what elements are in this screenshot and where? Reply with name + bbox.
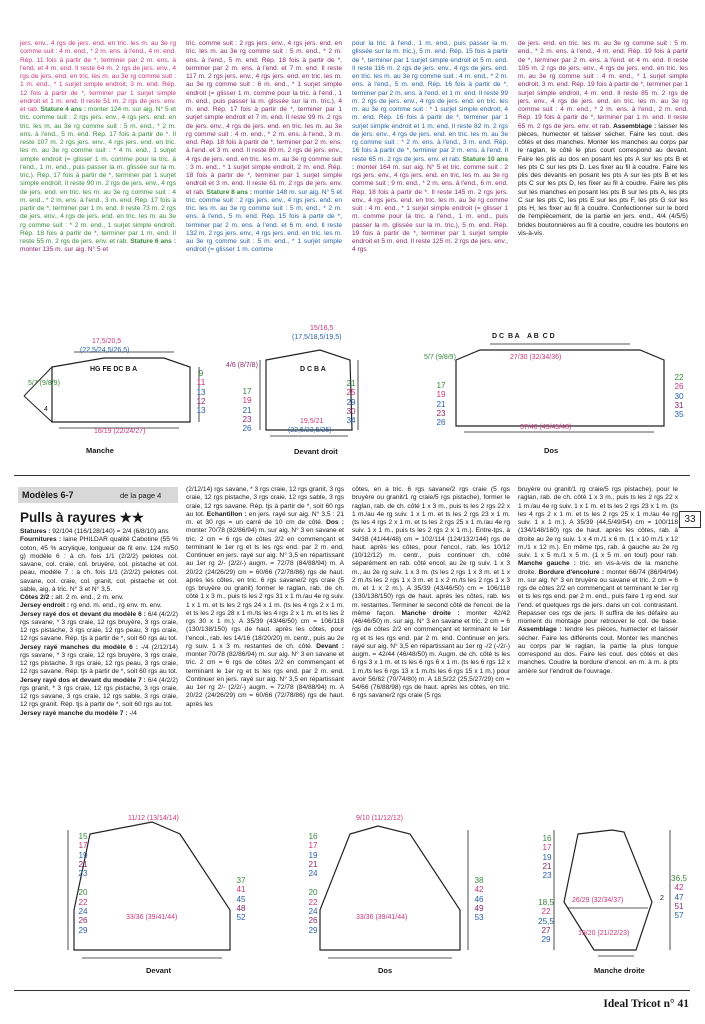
- paragraph: [20, 528, 178, 536]
- front-top-width-alt: (17,5/18,5/19,5): [292, 334, 342, 341]
- front-top-width: 15/16,5: [310, 325, 334, 332]
- text-run: Manche gauche :: [518, 560, 576, 568]
- text-run: (2/12/14) rgs savane, * 3 rgs craie, 12 rgs granit, 3 rgs craie, 12 rgs pistache, 3 rgs craie, 12 rgs sable, 3 rgs craie, 12 rgs savane. Rép. tjs à partir de *, soit 60 rgs au tot.: [186, 486, 344, 518]
- paragraph-text: 6/4 (4/2/2) rgs savane, * 3 rgs craie, 12 rgs bruyère, 3 rgs craie, 12 rgs pistache, 3 rgs craie, 12 rgs peau, 3 rgs craie, 12 rgs savane. Rép. tjs à partir de *, soit 60 rgs au tot.: [20, 610, 178, 643]
- paragraph-heading: Jersey rayé manches du modèle 6 :: [20, 643, 138, 651]
- back-left-width: 5/7 (9/8/9): [424, 354, 456, 361]
- back2-top-width: 9/10 (11/12/12): [356, 815, 403, 822]
- text-run: jers. env., 4 rgs de jers. end. en tric. les m. au 3e rg comme suit : 4 m. end., * 2 m. ens. à l'end., 4 m. end. Rép. 11 fois à partir de *, terminer par 2 m. ens. à l'end. et 4 m. end. Il reste 64 m. 2 rgs de jers. env., 4 rgs de jers. end. en tric. les m. au 3e rg comme suit : 1 m. end., * 1 surjet simple endroit, 3 m. end. Rép. 12 fois à partir de *, terminer par 1 surjet simple endroit et 1 m. end. Il reste 51 m. 2 rgs de jers. env. et rab.: [20, 40, 176, 113]
- back-right-heights: 22 26 30 31 35: [674, 373, 684, 420]
- front-left-heights: 17 19 21 23 26: [242, 387, 252, 434]
- paragraph-heading: Jersey endroit :: [20, 602, 70, 610]
- text-run: de jers. end. en tric. les m. au 3e rg comme suit : 5 m. end., * 2 m. ens. à l'end., 4 m. end. Rép. 19 fois à partir de *, terminer par 2 m. ens. à l'end. et 4 m. end. Il reste 105 m. 2 rgs de jers. env., 4 rgs de jers. end. en tric. les m. au 3e rg comme suit : 4 m. end., * 1 surjet simple endroit, 3 m. end. Rép. 19 fois à partir de *, terminer par 1 surjet simple endroit, 4 m. end. Il reste 85 m. 2 rgs de jers. env., 4 rgs de jers. end. en tric. les m. au 3e rg comme suit : 4 m. end., * 2 m. ens. à l'end., 2 m. end. Rép. 19 fois à partir de *, terminer par 1 m. end. Il reste 65 m. 2 rgs de jers. env. et rab.: [518, 40, 688, 130]
- sleeve-bottom-width: 16/19 (22/24/27): [94, 428, 146, 435]
- text-run: Stature 6 ans :: [130, 238, 176, 245]
- front-left-width: 4/6 (8/7/8): [226, 362, 258, 369]
- paragraph-heading: Fournitures :: [20, 536, 62, 544]
- sleeve2-bottom-width: 19/20 (21/22/23): [578, 930, 630, 937]
- paragraph: [20, 594, 178, 602]
- text-run: Manche droite :: [401, 609, 460, 617]
- paragraph-text: 6/4 (4/2/2) rgs granit, * 3 rgs craie, 12 rgs pistache, 3 rgs craie, 12 rgs savane, 3 rgs craie, 12 rgs sable, 3 rgs craie, 12 rgs granit. Rép. tjs à partir de *, soit 60 rgs au tot.: [20, 676, 178, 709]
- text-run: monter 70/78 (82/86/94) m. sur aig. N° 3 en savane et tric. 2 cm = 6 rgs de côtes 2/2 en commençant et terminant le 1er rg et ts les rgs end. par 2 m. end. Continuer en jers. rayé sur aig. N° 3,5 en répartissant au 1er rg 2/- (2/2/-) augm. = 72/78 (84/88/94) m. A 20/22 (24/26/29) cm = 60/66 (72/78/86) rgs de haut. après les côtes, en tric. 6 rgs savane/2 rgs craie (5 rgs bruyère ou granit) former le raglan, rab. de ch. côté 1 x 3 m., puis ts les 2 rgs 31 x 1 m./au 4e rg suiv. 1 x 1 m. et ts les 2 rgs 24 x 1 m. (ts les 4 rgs 2 x 1 m. et ts les 2 rgs 28 x 1 m./ts les 4 rgs 2 x 1 m. et ts les 2 rgs 30 x 1 m.). A 35/39 (43/46/50) cm = 106/118 (130/138/150) rgs de haut. après les côtes, pour l'encol., rab. les 14/16 (18/20/20) m. centr., puis au 2e rg suiv. 1 x 3 m. restantes de ch. côté.: [186, 527, 344, 650]
- text-run: Bordure d'encolure :: [538, 568, 605, 576]
- front2-bottom-width: 33/36 (39/41/44): [126, 914, 178, 921]
- text-column-2: [186, 40, 342, 310]
- front2-top-width: 11/12 (13/14/14): [128, 815, 179, 822]
- front2-left-heights: 15 17 19 21 23 20 22 24 26 29: [78, 832, 88, 935]
- back-letters: D C B A A B C D: [492, 333, 555, 340]
- sleeve-right-heights: 9 11 13 12 13: [196, 369, 206, 416]
- paragraph-text: 92/104 (116/128/140) = 2/4 (6/8/10) ans: [50, 528, 169, 535]
- text-column-4: [518, 40, 688, 310]
- paragraph: [20, 677, 178, 710]
- front2-caption: Devant: [146, 966, 172, 975]
- front-bottom-width-alt: (22,5/23,5/25): [288, 427, 332, 434]
- front-caption: Devant droit: [294, 447, 338, 456]
- text-run: Stature 8 ans :: [206, 188, 253, 196]
- text-column-3: [352, 40, 508, 310]
- bottom-column-2: [186, 486, 344, 793]
- text-run: Devant :: [316, 642, 344, 650]
- back2-bottom-width: 33/36 (39/41/44): [356, 914, 408, 921]
- text-run: monter 42/42 (46/46/50) m. sur aig. N° 3 en savane et tric. 2 cm = 6 rgs de côtes 2/2 en commençant et terminant le 1er rg et ts les rgs end. par 2 m. end. Continuer en jers. rayé sur aig. N° 3,5 en répartissant au 1er rg -/2 (-/2/-) augm. = 42/44 (46/48/50) m. Augm. de ch. côté ts les 6 rgs 3 x 1 m. et ts les 6 rgs 6 x 1 m. (ts les 6 rgs 12 x 1 m./ts les 6 rgs 13 x 1 m./ts les 6 rgs 15 x 1 m.) pour avoir 56/62 (70/74/80) m. A 18,5/22 (25,5/27/29) cm = 54/66 (76/88/98) rgs de haut. après les côtes, en tric. 6 rgs savane/2 rgs craie (5 rgs: [352, 609, 510, 700]
- back2-right-heights: 38 42 46 49 53: [474, 876, 484, 923]
- text-run: Dos :: [326, 519, 344, 526]
- magazine-footer: Ideal Tricot n° 41: [603, 998, 689, 1010]
- paragraph-heading: Jersey rayé dos et devant du modèle 7 :: [20, 676, 146, 684]
- paragraph-heading: Jersey rayé manche du modèle 7 :: [20, 709, 128, 717]
- sleeve-left-width: 5/7 (9/8/9): [28, 380, 60, 387]
- sleeve2-right-small: 2: [660, 895, 664, 902]
- sleeve-left-num: 4: [44, 406, 48, 413]
- paragraph-text: -/4 (2/12/14) rgs savane, * 3 rgs craie, 12 rgs bruyère, 3 rgs craie, 12 rgs pistache, 3 rgs craie, 12 rgs peau, 3 rgs craie, 12 rgs savane. Rép. tjs à partir de *, soit 60 rgs au tot.: [20, 643, 178, 676]
- model-tag-title: Modèles 6-7: [22, 490, 74, 500]
- text-run: tendre les pièces, humecter et laisser sécher. Faire les différents cout. Monter les manches au corps par le raglan, la partie la plus longue correspond au dos. Faire les cout. des côtés et des manches. Coudre la bordure d'encol. en m. à m. à pts arrière sur l'endroit de l'ouvrage.: [518, 626, 678, 675]
- sleeve2-caption: Manche droite: [594, 966, 645, 975]
- text-run: côtes, en a tric. 6 rgs savane/2 rgs craie (5 rgs bruyère ou granit/1 rg craie/5 rgs pistache), former le raglan, rab. de ch. côté 1 x 3 m., puis ts les 2 rgs 22 x 1 m./au 4e rg suiv. 1 x 1 m. et ts les 2 rgs 23 x 1 m. (ts les 4 rgs 2 x 1 m. et ts les 2 rgs 25 x 1 m./au 4e rg suiv. 1 x 1 m., puis ts les 2 rgs 2 x 1 m.). Entre-tps, à 34/38 (41/44/48) cm = 102/114 (124/132/144) rgs de haut. après les côtes, pour l'encol., rab. les 10/12 (10/12/12) m. centr., puis continuer ch. côté séparément en rab. côté encol. au 2e rg suiv. 1 x 3 m., au 2e rg suiv. 1 x 3 m. (ts les 2 rgs 1 x 3 m. et 1 x 2 m./ts les 2 rgs 1 x 3 m. et 1 x 2 m./ts les 2 rgs 1 x 3 m. et 1 x 2 m.). A 35/39 (43/46/50) cm = 106/118 (130/138/150) rgs de haut. après les côtes, rab. les m. restantes. Terminer le second côté de l'encol. de la même façon.: [352, 486, 510, 617]
- back2-left-heights: 16 17 19 21 24 20 22 24 26 29: [308, 832, 318, 935]
- text-run: monter 148 m. sur aig. N° 5 et tric. comme suit : 2 rgs jers. env., 4 rgs jers. end. en tric. les m. au 3e rg comme suit : 5 m. end., * 2 m. ens. à l'end., 5 m. end. Rép. 15 fois à partir de *, terminer par 2 m. ens. à l'end. et 6 m. end. Il reste 132 m. 2 rgs jers. env., 4 rgs jers. end. en tric. les m. au 3e rg comme suit : 5 m. end., * 1 surjet simple endroit (= glisser 1 m. comme: [186, 188, 342, 254]
- text-run: bruyère ou granit/1 rg craie/5 rgs pistache), pour le raglan, rab. de ch. côté 1 x 3 m., puis ts les 2 rgs 22 x 1 m./au 4e rg suiv. 1 x 1 m. et ts les 2 rgs 23 x 1 m. (ts les 4 rgs 2 x 1 m. et ts les 2 rgs 25 x 1 m./au 4e rg suiv. 1 x 1 m.). A 35/39 (44,5/49/54) cm = 100/118 (134/148/160) rgs de haut. après les côtes, rab. à droite au 2e rg suiv. 1 x 4 m./1 x 6 m. (1 x 10 m./1 x 12 m./1 x 12 m.). En même tps, rab. à gauche au 2e rg suiv. 1 x 5 m./1 x 5 m. (1 x 5 m. en tout) pour rab.: [518, 486, 678, 559]
- back-caption: Dos: [544, 446, 559, 455]
- section-divider: [14, 475, 690, 476]
- front-letters: D C B A: [300, 366, 326, 373]
- pattern-title: Pulls à rayures ★★: [20, 510, 145, 525]
- paragraph: [20, 644, 178, 677]
- text-run: monter 124 m. sur aig. N° 5 et tric. comme suit : 2 rgs jers. env., 4 rgs jers. end. en tric. les m. au 3e rg comme suit : 5 m. end., * 2 m. ens. à l'end., 5 m. end. Rép. 17 fois à partir de *. Il reste 107 m. 2 rgs jers. env., 4 rgs jers. end. en tric. les m. au 3e rg comme suit : * 4 m. end., 1 surjet simple endroit (= glisser 1 m. comme pour la tric. à l'end., 1 m. end., puis passer la m. glissée sur la m. tric.). Rép. 17 fois à partir de *, terminer par 1 surjet simple endroit. Il reste 90 m. 2 rgs de jers. env., 4 rgs de jers. end. en tric. les m. au 3e rg comme suit : 4 m. end., * 2 m. ens. à l'end., 3 m. end. Rép. 17 fois à partir de *, terminer par 1 m. end. Il reste 73 m. 2 rgs de jers. env., 4 rgs de jers. end. en tric. les m. au 3e rg comme suit : * 2 m. end., 1 surjet simple endroit. Rép. 18 fois à partir de *, terminer par 1 m. end. Il reste 55 m. 2 rgs de jers. env. et rab.: [20, 106, 176, 245]
- text-run: Stature 4 ans :: [40, 106, 87, 113]
- sleeve2-mid-width: 26/29 (32/34/37): [572, 897, 624, 904]
- text-run: Assemblage :: [518, 626, 562, 634]
- back-bottom-width: 37/40 (43/45/48): [520, 424, 572, 431]
- back-left-heights: 17 19 21 23 26: [436, 381, 446, 428]
- paragraph-text: alt. 2 m. end., 2 m. env.: [53, 594, 124, 601]
- paragraph: [20, 611, 178, 644]
- text-run: tric. en vis-à-vis de la manche droite.: [518, 560, 678, 576]
- text-run: monter 164 m. sur aig. N° 5 et tric. comme suit : 2 rgs jers. env., 4 rgs jers. end. en tric. les m. au 3e rg comme suit : 9 m. end., * 2 m. ens. à l'end., 6 m. end. Rép. 18 fois à partir de *. Il reste 145 m. 2 rgs jers. env., 4 rgs jers. end. en tric. les m. au 3e rg comme suit : 4 m. end., * 1 surjet simple endroit (= glisser 1 m. comme pour la tric. à l'end., 1 m. end., puis passer la m. glissée sur la m. tric.), 5 m. end. Rép. 19 fois à partir de *, terminer par 1 surjet simple endroit et 5 m. end. Il reste 125 m. 2 rgs de jers. env., 4 rgs: [352, 163, 508, 254]
- bottom-column-3: [352, 486, 510, 793]
- text-run: monter 66/74 (86/94/94) m. sur aig. N° 3 en bruyère ou savane et tric. 2 cm = 6 rgs de côtes 2/2 en commençant et terminant le 1er rg et ts les rgs end. par 2 m. end., puis faire 1 rg end. sur l'end. et quelques rgs de jers. dans un col. contrastant. Repasser ces rgs de jers. Il suffira de les défaire au moment du montage pour retrouver le col. de base.: [518, 568, 678, 625]
- text-run: en jers. rayé sur aig. N° 3,5 : 21 m. et 30 rgs = un carré de 10 cm de côté.: [186, 510, 344, 526]
- text-column-1: [20, 40, 176, 310]
- footer-divider: [14, 990, 690, 991]
- text-run: Stature 10 ans :: [352, 155, 508, 171]
- sleeve-letters: HG FE DC B A: [90, 366, 138, 373]
- back-diagram-bottom: [300, 820, 490, 970]
- sleeve-top-width-alt: (22,5/24,5/26,5): [80, 347, 130, 354]
- paragraph-text: -/4: [127, 709, 137, 717]
- text-run: monter 70/78 (82/86/94) m. sur aig. N° 3 en savane et tric. 2 cm = 6 rgs de côtes 2/2 en commençant et terminant le 1er rg et ts les rgs end. par 2 m. end. Continuer en jers. rayé sur aig. N° 3,5 en répartissant au 1er rg 2/- (2/2/-) augm. = 72/78 (84/88/94) m. A 20/22 (24/26/29) cm = 60/66 (72/78/86) rgs de haut. après les: [186, 651, 344, 708]
- paragraph-text: rg end. m. end., rg env. m. env.: [69, 602, 162, 610]
- text-run: pour la tric. à l'end., 1 m. end., puis passer la m. glissée sur la m. tric.), 5 m. end. Rép. 15 fois à partir de *, terminer par 1 surjet simple endroit et 5 m. end. Il reste 116 m. 2 rgs de jers. env., 4 rgs de jers. end. en tric. les m. au 3e rg comme suit : 4 m. end., * 2 m. ens. à l'end., 5 m. end. Rép. 16 fois à partir de *, terminer par 2 m. ens. à l'end. et 1 m. end. Il reste 99 m. 2 rgs de jers. env., 4 rgs de jers. end. en tric. les m. au 3e rg comme suit : * 1 surjet simple endroit, 4 m. end. Rép. 16 fois à partir de *, terminer par 1 surjet simple endroit et 1 m. end. Il reste 82 m. 2 rgs de jers. env., 4 rgs de jers. end. en tric. les m. au 3e rg comme suit : * 2 m. ens. à l'end., 3 m. end. Rép. 16 fois à partir de *, terminer par 2 m. ens. à l'end. Il reste 65 m. 2 rgs de jers. env. et rab.: [352, 40, 508, 163]
- paragraph: [20, 602, 178, 610]
- front-bottom-width: 19,5/21: [300, 418, 324, 425]
- paragraph-text: laine PHILDAR qualité Cabotine (55 % coton, 45 % acrylique, longueur de fil env. 124 m/50 g) modèle 6 : à ch. fois 1/1 (2/2/2) pelotes col. savane, col. craie, col. bruyère, col. pistache et col. peau, modèle 7 : à ch. fois 1/1 (2/2/2) pelotes col. savane, col. craie, col. granit, col. pistache et col. sable, aig. à tric. N° 3 et N° 3,5.: [20, 536, 178, 593]
- paragraph-heading: Statures :: [20, 528, 51, 535]
- back2-caption: Dos: [378, 966, 393, 975]
- sleeve2-left-heights-1: 16 17 19 21 23: [542, 834, 552, 881]
- sleeve-caption: Manche: [86, 446, 114, 455]
- front2-right-heights: 37 41 45 48 52: [236, 876, 246, 923]
- paragraph: [20, 536, 178, 594]
- model-tag-page: de la page 4: [120, 491, 162, 500]
- text-run: Assemblage :: [613, 122, 657, 130]
- sleeve2-left-heights-2: 18,5 22 25,5 27 29: [538, 898, 554, 945]
- paragraph-heading: Jersey rayé dos et devant du modèle 6 :: [20, 610, 146, 618]
- bottom-column-1: [20, 528, 178, 793]
- back-top-width: 27/30 (32/34/36): [510, 354, 562, 361]
- page-number: 33: [679, 511, 701, 528]
- text-run: monter 135 m. sur aig. N° 5 et: [20, 246, 109, 254]
- text-run: laisser les pièces, humecter et laisser sécher. Faire les cout. des côtés et des manches. Monter les manches au corps par le raglan, le côté le plus court correspond au devant. Faire les plis au dos en posant les pts A sur les pts B et les pts C sur les pts D. Les fixer au fil à coudre. Faire les plis des devants en posant les pts A sur les pts B et les pts C sur les pts D, les fixer au fil à coudre. Faire les plis sur les manches en posant les pts B sur les pts A, les pts C sur les pts C, les pts E sur les pts F, les pts G sur les pts H, les fixer au fil à coudre. Confectionner sur le bord de l'empiècement, de la partie en jers. end., 4/4 (4/5/5) brides boutonnières au fil à coudre, coudre les boutons en vis-à-vis.: [518, 122, 688, 237]
- paragraph: [20, 710, 178, 718]
- sleeve2-right-heights: 36,5 42 47 51 57: [671, 874, 687, 921]
- front-right-heights: 21 25 29 30 34: [346, 379, 356, 426]
- paragraph-heading: Côtes 2/2 :: [20, 594, 54, 601]
- bottom-column-4: [518, 486, 678, 793]
- text-run: Echantillon :: [206, 510, 247, 518]
- sleeve-top-width: 17,5/20,5: [92, 338, 122, 345]
- text-run: tric. comme suit : 2 rgs jers. env., 4 rgs jers. end. en tric. les m. au 3e rg comme suit : 5 m. end., * 2 m. ens. à l'end., 5 m. end. Rép. 18 fois à partir de *, terminer par 2 m. ens. à l'end. et 7 m. end. Il reste 117 m. 2 rgs jers. env., 4 rgs jers. end. en tric. les m. au 3e rg comme suit : 6 m. end., * 1 surjet simple endroit (= glisser 1 m. comme pour la tric. à l'end., 1 m. end., puis passer la m. glissée sur la m. tric.), 4 m. end. Rép. 17 fois à partir de *, terminer par 1 surjet simple endroit et 7 m. end. Il reste 99 m. 2 rgs de jers. env., 4 rgs de jers. end. en tric. les m. au 3e rg comme suit : 4 m. end., * 2 m. ens. à l'end., 3 m. end. Rép. 18 fois à partir de *, terminer par 2 m. ens. à l'end. et 3 m. end. Il reste 80 m. 2 rgs de jers. env., 4 rgs de jers. end. en tric. les m. au 3e rg comme suit : 3 m. end., * 1 surjet simple endroit, 2 m. end. Rép. 18 fois à partir de *, terminer par 1 surjet simple endroit et 3 m. end. Il reste 61 m. 2 rgs de jers. env. et rab.: [186, 40, 342, 196]
